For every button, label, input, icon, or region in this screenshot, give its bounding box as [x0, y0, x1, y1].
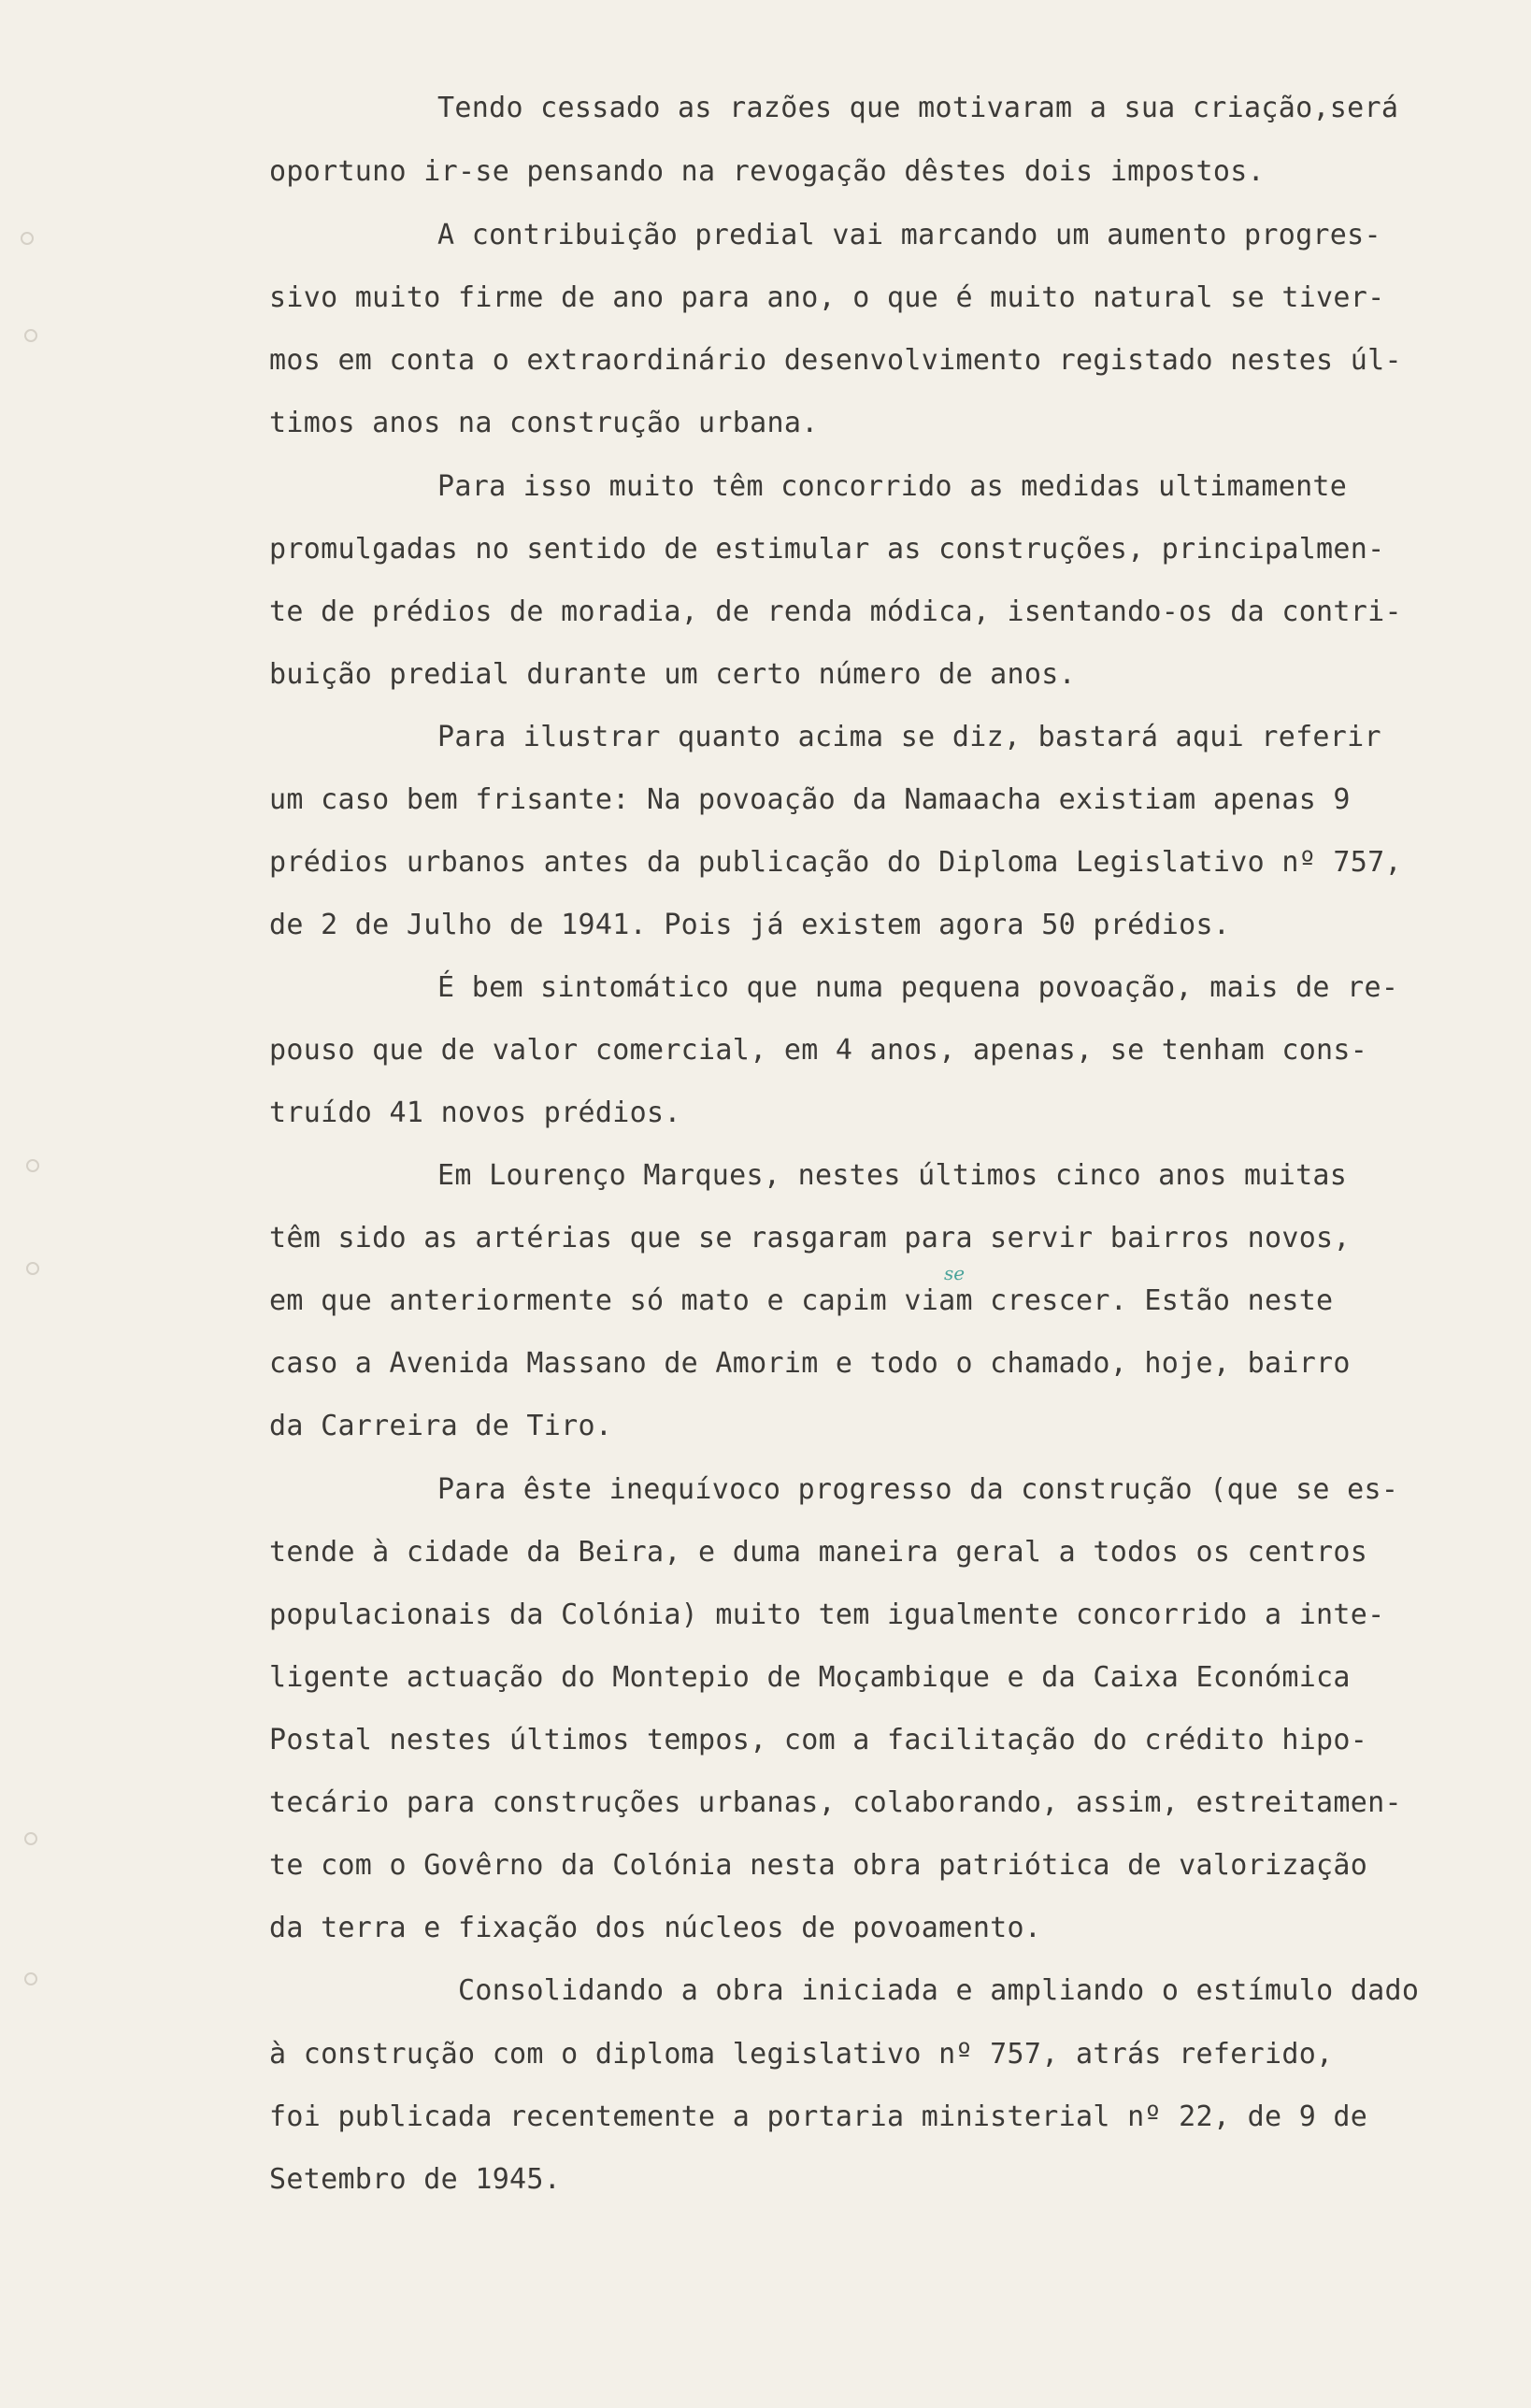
text-line: promulgadas no sentido de estimular as construções, principalmen-: [269, 533, 1385, 566]
text-line: mos em conta o extraordinário desenvolvimento registado nestes úl-: [269, 344, 1402, 377]
text-line: Em Lourenço Marques, nestes últimos cinco anos muitas: [437, 1159, 1348, 1192]
text-line: têm sido as artérias que se rasgaram para servir bairros novos,: [269, 1222, 1351, 1254]
text-line: populacionais da Colónia) muito tem igualmente concorrido a inte-: [269, 1598, 1385, 1631]
text-line: um caso bem frisante: Na povoação da Namaacha existiam apenas 9: [269, 783, 1351, 816]
text-line: da terra e fixação dos núcleos de povoamento.: [269, 1912, 1042, 1944]
margin-mark: [26, 1159, 39, 1172]
text-line: tecário para construções urbanas, colaborando, assim, estreitamen-: [269, 1786, 1402, 1819]
text-line: Setembro de 1945.: [269, 2163, 562, 2196]
text-line: da Carreira de Tiro.: [269, 1410, 613, 1442]
text-line: Para ilustrar quanto acima se diz, bastará aqui referir: [437, 721, 1381, 753]
text-line: em que anteriormente só mato e capim viam crescer. Estão neste: [269, 1284, 1334, 1317]
text-line: prédios urbanos antes da publicação do Diploma Legislativo nº 757,: [269, 846, 1402, 879]
text-line: Para êste inequívoco progresso da construção (que se es-: [437, 1473, 1399, 1506]
text-line: sivo muito firme de ano para ano, o que é muito natural se tiver-: [269, 281, 1385, 314]
text-line: Para isso muito têm concorrido as medidas ultimamente: [437, 470, 1348, 503]
text-line: ligente actuação do Montepio de Moçambique e da Caixa Económica: [269, 1661, 1351, 1694]
text-line: tende à cidade da Beira, e duma maneira geral a todos os centros: [269, 1536, 1368, 1569]
text-line: truído 41 novos prédios.: [269, 1096, 681, 1129]
text-line: à construção com o diploma legislativo nº 757, atrás referido,: [269, 2038, 1334, 2071]
margin-mark: [21, 232, 34, 245]
text-line: Postal nestes últimos tempos, com a facilitação do crédito hipo-: [269, 1724, 1368, 1756]
text-line: oportuno ir-se pensando na revogação dêstes dois impostos.: [269, 155, 1265, 188]
margin-mark: [24, 1972, 37, 1985]
text-line: Tendo cessado as razões que motivaram a sua criação,será: [437, 92, 1399, 124]
text-line: te com o Govêrno da Colónia nesta obra patriótica de valorização: [269, 1849, 1368, 1882]
text-line: caso a Avenida Massano de Amorim e todo o chamado, hoje, bairro: [269, 1347, 1351, 1380]
text-line: A contribuição predial vai marcando um aumento progres-: [437, 219, 1381, 251]
margin-mark: [24, 329, 37, 342]
margin-mark: [24, 1832, 37, 1845]
text-line: Consolidando a obra iniciada e ampliando o estímulo dado: [458, 1974, 1420, 2007]
text-line: buição predial durante um certo número de anos.: [269, 658, 1076, 691]
text-line: É bem sintomático que numa pequena povoação, mais de re-: [437, 971, 1399, 1004]
text-line: timos anos na construção urbana.: [269, 407, 819, 439]
handwritten-insertion: se: [944, 1262, 966, 1284]
margin-mark: [26, 1262, 39, 1275]
text-line: foi publicada recentemente a portaria ministerial nº 22, de 9 de: [269, 2100, 1368, 2133]
text-line: de 2 de Julho de 1941. Pois já existem agora 50 prédios.: [269, 909, 1231, 941]
text-line: te de prédios de moradia, de renda módica, isentando-os da contri-: [269, 595, 1402, 628]
text-line: pouso que de valor comercial, em 4 anos, apenas, se tenham cons-: [269, 1034, 1368, 1067]
